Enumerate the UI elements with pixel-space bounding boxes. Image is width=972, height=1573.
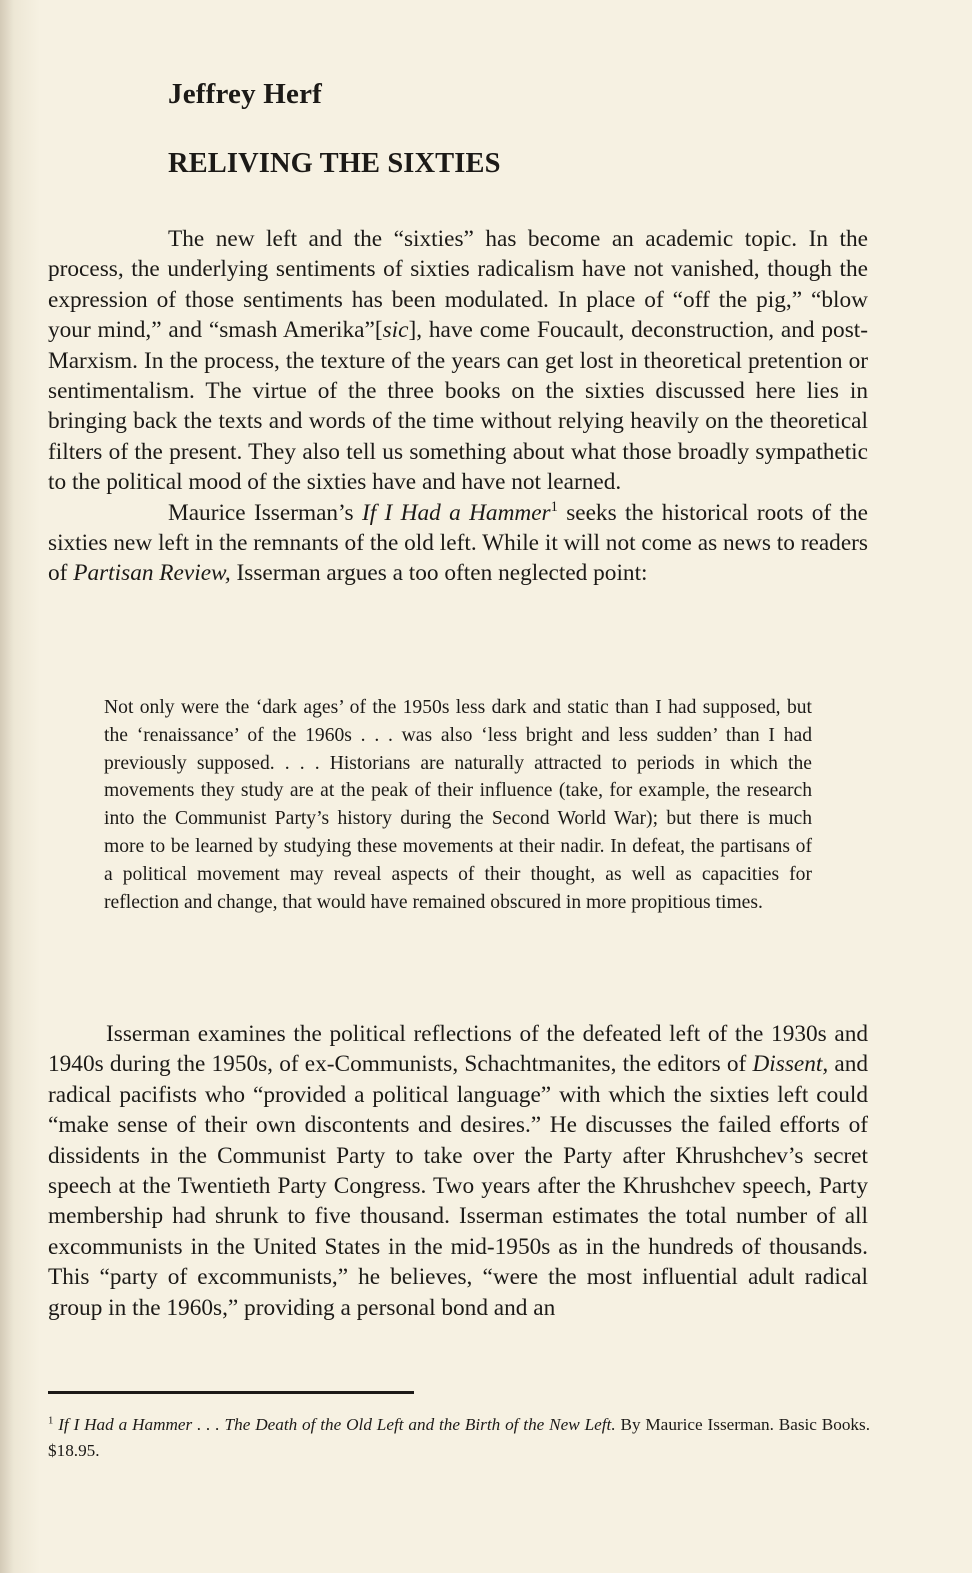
footnote-ref: 1	[550, 498, 558, 515]
body-text-top	[48, 224, 868, 589]
paragraph-isserman-a: Maurice Isserman’s	[168, 499, 362, 526]
article-title: RELIVING THE SIXTIES	[168, 148, 501, 179]
journal-title: Partisan Review,	[73, 560, 231, 587]
paragraph-examines	[48, 1019, 868, 1323]
paragraph-examines-b: and radical pacifists who “provided a political language” with which the sixties left could “make sense of their own discontents and desires.” He discusses the failed efforts of dissidents in the Communist Party to take over the Party after Khrushchev’s secret speech at the Twentieth Party Congress. Two years after the Khrushchev speech, Party membership had shrunk to five thousand. Isserman estimates the total number of all excommunists in the United States in the mid-1950s as in the hundreds of thousands. This “party of excommunists,” he believes, “were the most influential adult radical group in the 1960s,” providing a personal bond and an	[48, 1051, 869, 1321]
paragraph-isserman-c: Isserman argues a too often neglected point:	[230, 560, 648, 587]
book-title: If I Had a Hammer	[361, 499, 551, 526]
dissent-title: Dissent,	[752, 1051, 829, 1078]
paragraph-isserman-b: seeks the historical roots of the sixties new left in the remnants of the old left. While it will not come as news to readers of	[48, 499, 868, 587]
footnote-book-title: If I Had a Hammer . . . The Death of the Old Left and the Birth of the New Left.	[58, 1415, 616, 1434]
block-quote: Not only were the ‘dark ages’ of the 1950s less dark and static than I had supposed, but the ‘renaissance’ of the 1960s . . . was also ‘less bright and less sudden’ than I had previously supposed. . . . Historians are naturally attracted to periods in which the movements they study are at the peak of their influence (take, for example, the research into the Communist Party’s history during the Second World War); but there is much more to be learned by studying these movements at their nadir. In defeat, the partisans of a political movement may reveal aspects of their thought, as well as capacities for reflection and change, that would have remained obscured in more propitious times.	[104, 697, 812, 913]
paragraph-intro	[48, 224, 868, 498]
author-name: Jeffrey Herf	[168, 78, 323, 110]
body-text-bottom	[48, 1019, 868, 1323]
paragraph-intro-b: ], have come Foucault, deconstruction, and post-Marxism. In the process, the texture of the years can get lost in theoretical pretention or sentimentalism. The virtue of the three books on the sixties discussed here lies in bringing back the texts and words of the time without relying heavily on the theoretical filters of the present. They also tell us something about what those broadly sympathetic to the political mood of the sixties have and have not learned.	[48, 317, 868, 496]
footnote-rule	[48, 1391, 414, 1394]
paragraph-intro-a: The new left and the “sixties” has become an academic topic. In the process, the underlying sentiments of sixties radicalism have not vanished, though the expression of those sentiments has been modulated. In place of “off the pig,” “blow your mind,” and “smash Amerika”[	[48, 226, 868, 344]
footnote-details: By Maurice Isserman. Basic Books. $18.95.	[48, 1415, 871, 1460]
footnote-number: 1	[48, 1415, 54, 1427]
footnote	[48, 1412, 870, 1464]
paragraph-isserman	[48, 498, 868, 589]
sic-marker: sic	[382, 317, 409, 344]
paragraph-examines-a: Isserman examines the political reflections of the defeated left of the 1930s and 1940s during the 1950s, of ex-Communists, Schachtmanites, the editors of	[48, 1021, 868, 1078]
